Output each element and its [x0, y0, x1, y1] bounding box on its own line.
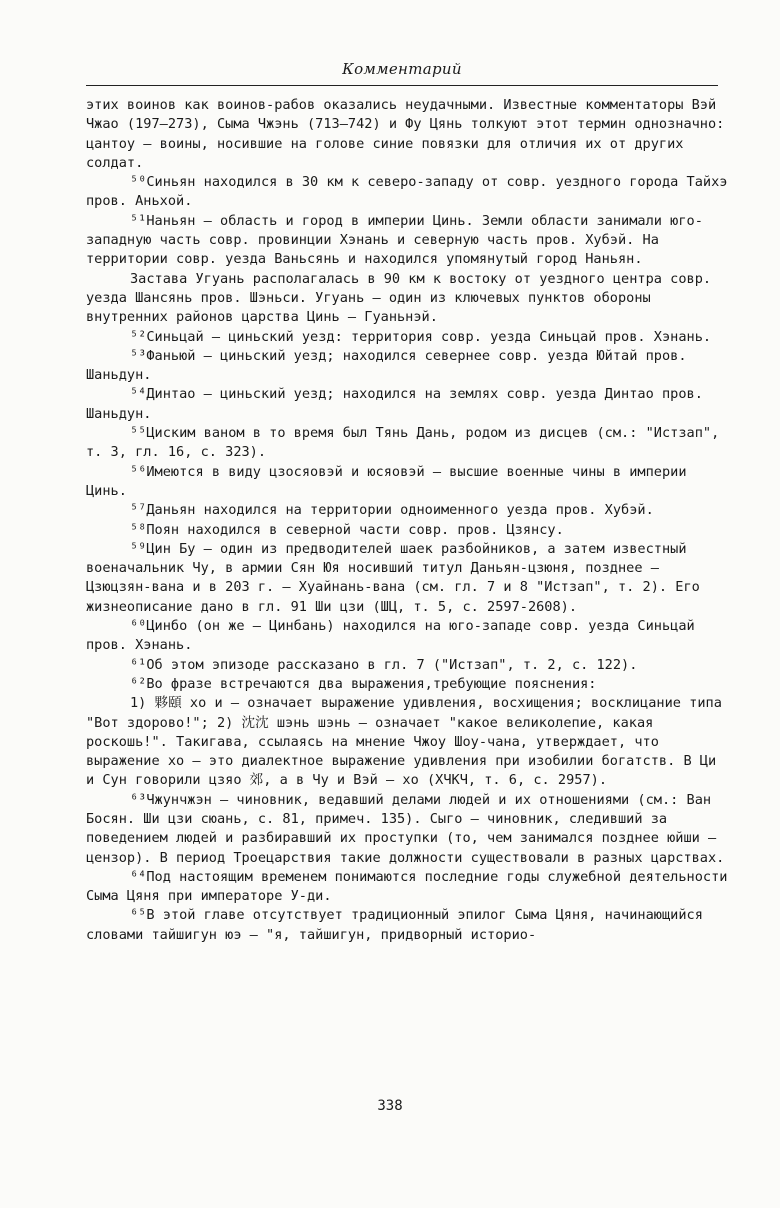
continuation-paragraph: этих воинов как воинов-рабов оказались неудачными. Известные комментаторы Вэй Чжао (197—273), Сыма Чжэнь (713—742) и Фу Цянь толкуют этот термин однозначно: цантоу — воины, носившие на голове синие повязки для отличия их от других солдат. — [86, 97, 733, 171]
footnote-paragraph: ⁵⁴Динтао — циньский уезд; находился на землях совр. уезда Динтао пров. Шаньдун. — [86, 386, 712, 422]
footnote-paragraph: ⁵⁷Даньян находился на территории одноименного уезда пров. Хубэй. — [130, 502, 654, 519]
footnote-paragraph: ⁶⁴Под настоящим временем понимаются последние годы служебной деятельности Сыма Цяня при императоре У-ди. — [86, 868, 736, 905]
footnote-paragraph: ⁵⁸Поян находился в северной части совр. пров. Цзянсу. — [130, 521, 564, 538]
footnote-paragraph: ⁶⁵В этой главе отсутствует традиционный эпилог Сыма Цяня, начинающийся словами тайшигун юэ — "я, тайшигун, придворный историо- — [86, 907, 712, 943]
footnote-paragraph: 1) 夥頤 хо и — означает выражение удивления, восхищения; восклицание типа "Вот здорово!"; 2) 沈沈 шэнь шэнь — означает "какое великолепие, какая роскошь!". Такигава, ссылаясь на мнение Чжоу Шоу-чана, утверждает, что выражение хо — это диалектное выражение удивления при изобилии богатств. В Ци и Сун говорили цзяо 郊, а в Чу и Вэй — хо (ХЧКЧ, т. 6, с. 2957). — [86, 695, 731, 789]
commentary-body — [86, 96, 736, 945]
page-number: 338 — [377, 1098, 403, 1114]
footnote-paragraph: ⁵⁹Цин Бу — один из предводителей шаек разбойников, а затем известный военачальник Чу, в армии Сян Юя носивший титул Даньян-цзюня, позднее — Цзюцзян-вана и в 203 г. — Хуайнань-вана (см. гл. 7 и 8 "Истзап", т. 2). Его жизнеописание дано в гл. 91 Ши цзи (ШЦ, т. 5, с. 2597-2608). — [86, 540, 708, 615]
footnote-paragraph: ⁶²Во фразе встречаются два выражения,требующие пояснения: — [130, 675, 597, 692]
footnote-paragraph: ⁵⁵Циским ваном в то время был Тянь Дань, родом из дисцев (см.: "Истзап", т. 3, гл. 16, с. 323). — [86, 425, 728, 461]
running-header: Комментарий — [342, 60, 462, 78]
footnote-paragraph: ⁵³Фаньюй — циньский уезд; находился севернее совр. уезда Юйтай пров. Шаньдун. — [86, 347, 695, 384]
footnote-paragraph: ⁵⁰Синьян находился в 30 км к северо-западу от совр. уездного города Тайхэ пров. Аньхой. — [86, 174, 736, 210]
footnote-paragraph: ⁶³Чжунчжэн — чиновник, ведавший делами людей и их отношениями (см.: Ван Босян. Ши цзи сюань, с. 81, примеч. 135). Сыго — чиновник, следивший за поведением людей и разбиравший их проступки (то, чем занимался позднее юйши — цензор). В период Троецарствия такие должности существовали в разных царствах. — [86, 791, 725, 866]
footnote-paragraph: ⁵²Синьцай — циньский уезд: территория совр. уезда Синьцай пров. Хэнань. — [130, 328, 712, 345]
footnote-paragraph: ⁵¹Наньян — область и город в империи Цинь. Земли области занимали юго-западную часть совр. провинции Хэнань и северную часть пров. Хубэй. На территории совр. уезда Ваньсянь и находился упомянутый город Наньян. — [86, 212, 703, 268]
header-rule — [86, 85, 718, 86]
footnote-paragraph: ⁶¹Об этом эпизоде рассказано в гл. 7 ("Истзап", т. 2, с. 122). — [130, 656, 638, 673]
footnote-paragraph: ⁶⁰Цинбо (он же — Цинбань) находился на юго-западе совр. уезда Синьцай пров. Хэнань. — [86, 618, 703, 654]
footnote-paragraph: ⁵⁶Имеются в виду цзосяовэй и юсяовэй — высшие военные чины в империи Цинь. — [86, 463, 695, 499]
footnote-paragraph: Застава Угуань располагалась в 90 км к востоку от уездного центра совр. уезда Шансянь пров. Шэньси. Угуань — один из ключевых пунктов обороны внутренних районов царства Цинь — Гуаньнэй. — [86, 270, 720, 326]
